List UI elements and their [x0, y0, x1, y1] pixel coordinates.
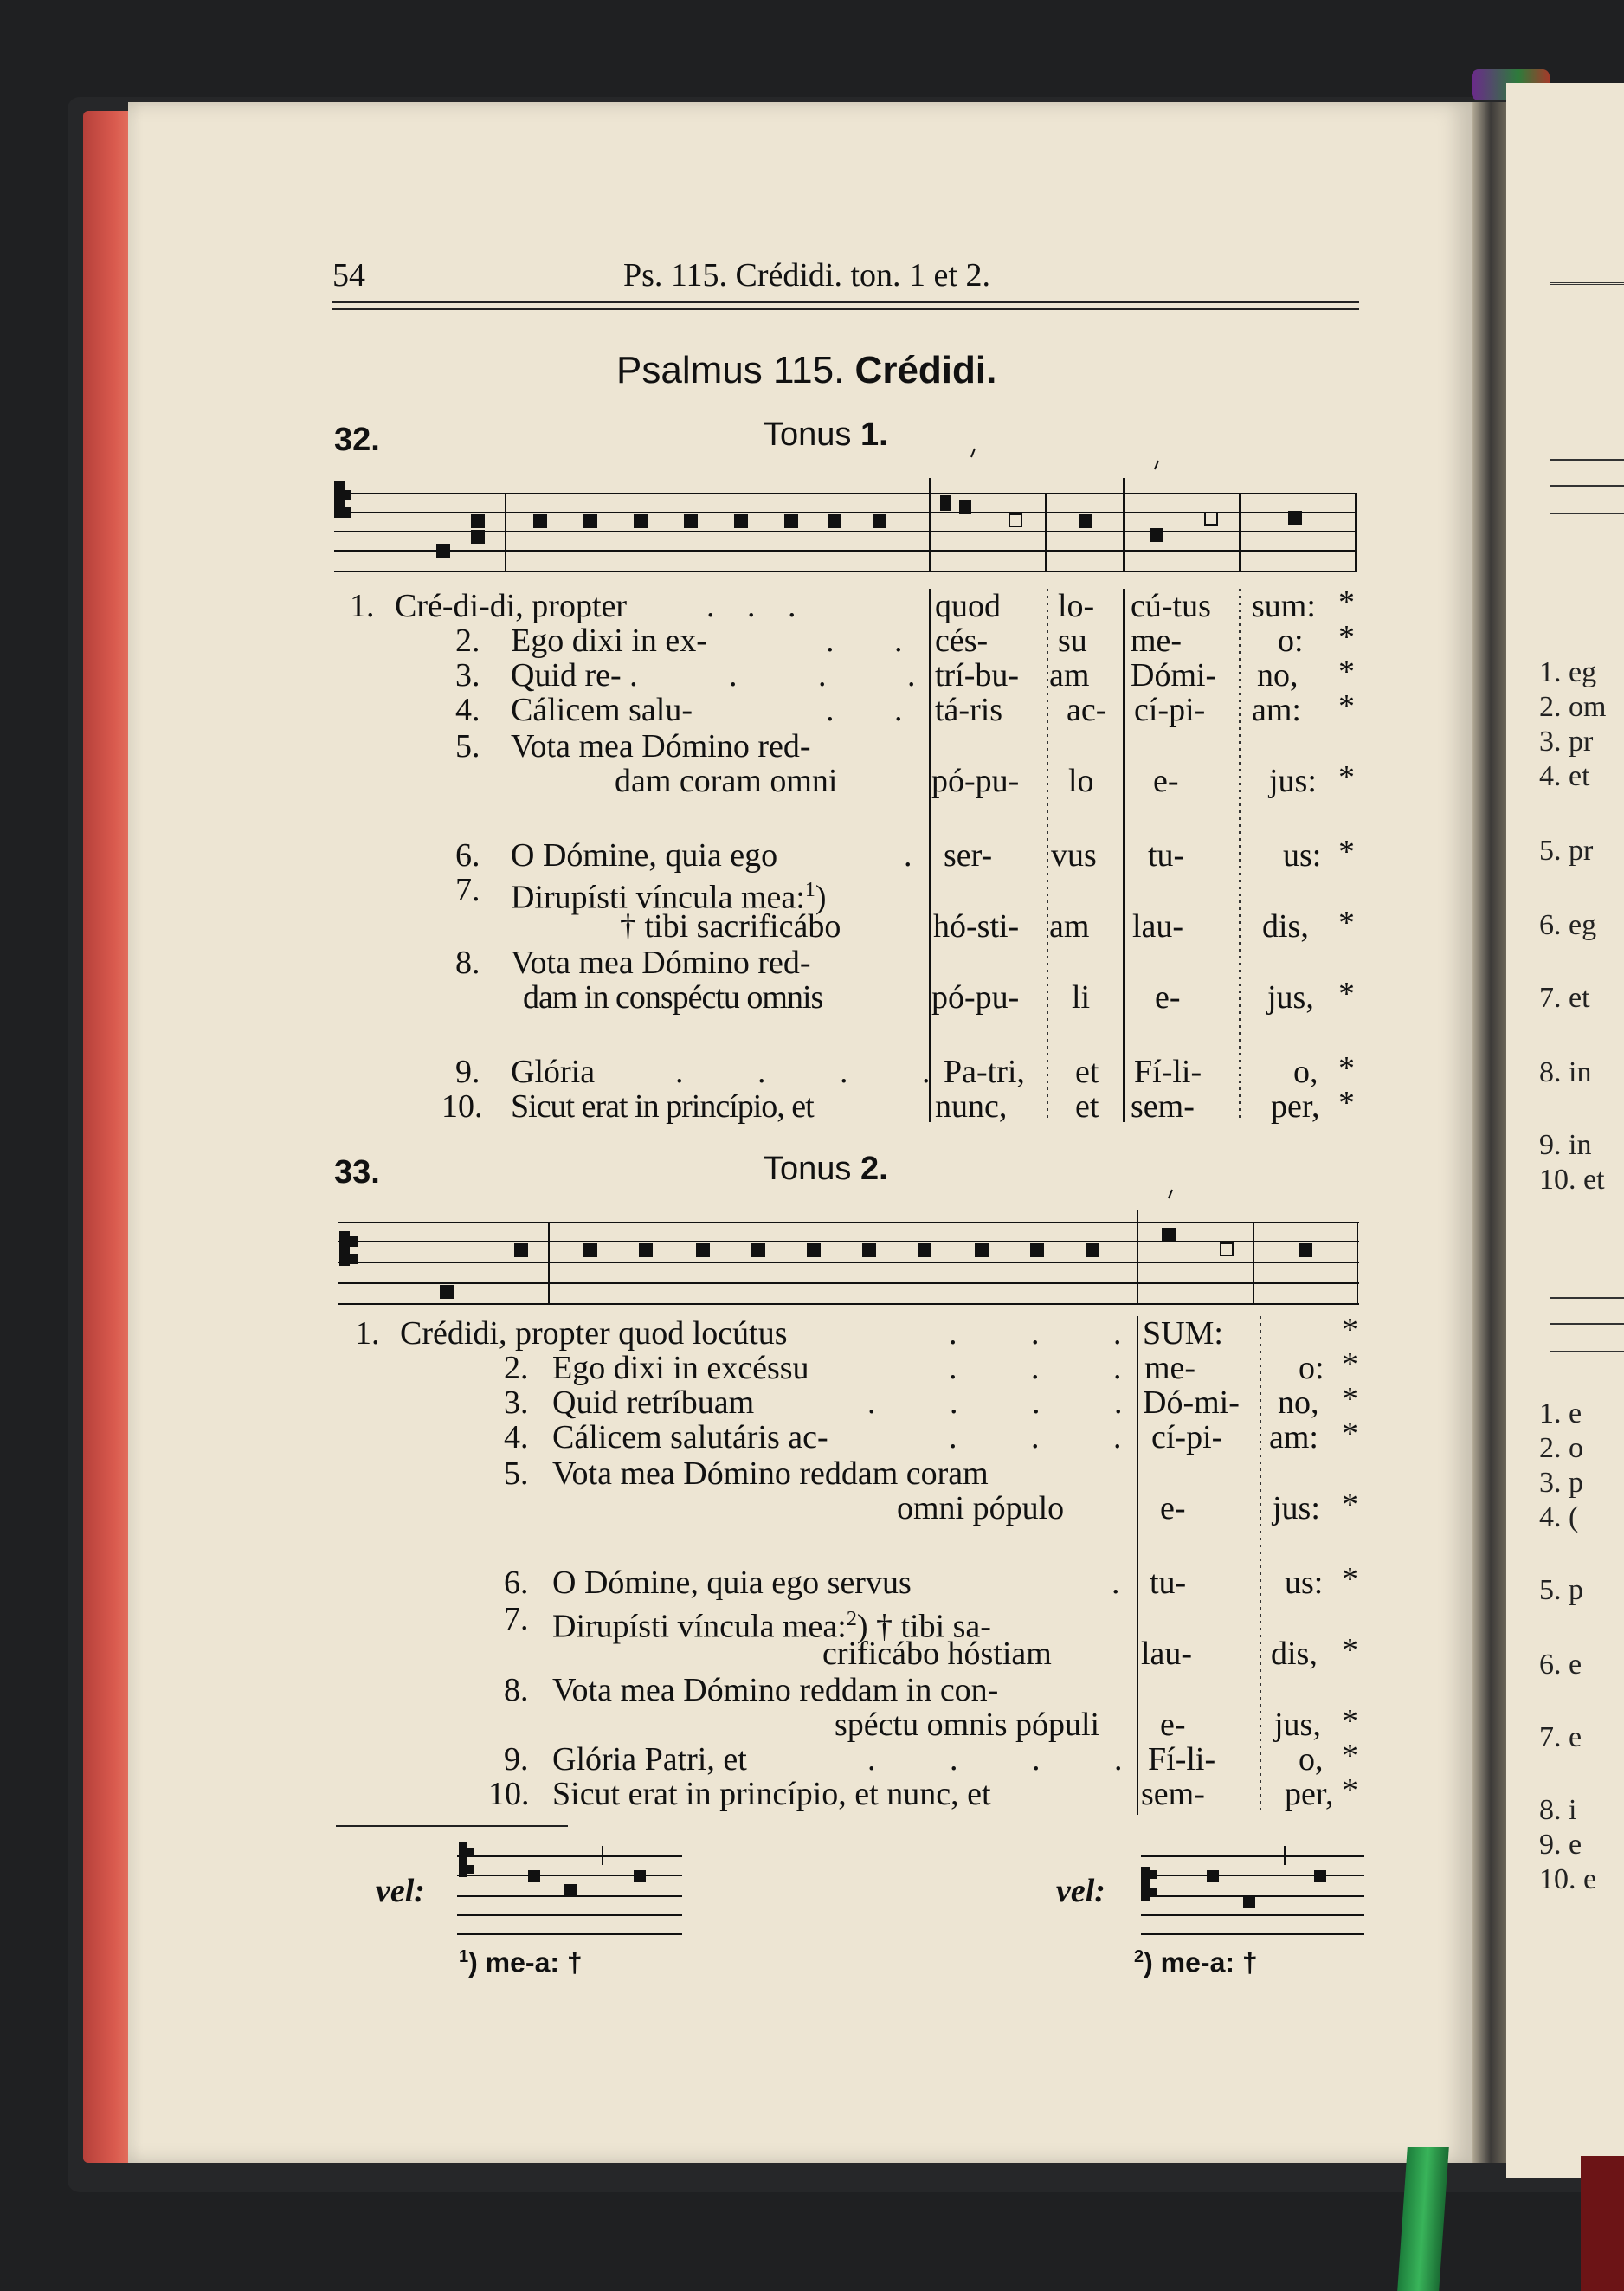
verse-col-3: Fí-li-	[1134, 1054, 1202, 1090]
verse-number: 10.	[441, 1088, 483, 1125]
tone-1-heading	[764, 417, 888, 452]
verse-text: Glória	[511, 1054, 596, 1090]
tone-number: 1.	[860, 416, 888, 453]
verse-dots: . . .	[729, 657, 952, 694]
verse-asterisk: *	[1338, 688, 1355, 725]
facing-line: 7. e	[1539, 1721, 1582, 1753]
verse-dots: . . .	[706, 588, 809, 624]
verse-text: Quid re- .	[511, 657, 638, 694]
verse-asterisk: *	[1342, 1416, 1358, 1452]
verse-col-2: no,	[1278, 1384, 1319, 1421]
tone-2-heading	[764, 1152, 888, 1186]
verse-col-3: sem-	[1131, 1088, 1195, 1125]
facing-line: 1. e	[1539, 1397, 1582, 1429]
verse-col-2: et	[1075, 1054, 1099, 1090]
verse-number: 9.	[455, 1054, 480, 1090]
verse-number-text: 7.	[455, 872, 480, 908]
footnote-2-mark: 2	[1134, 1947, 1144, 1966]
verse-number: 1.	[355, 1315, 380, 1352]
verse-asterisk: *	[1342, 1738, 1358, 1774]
footnote-vel-1: vel:	[376, 1873, 425, 1909]
verse-col-2: o,	[1299, 1741, 1324, 1778]
verse-asterisk: *	[1338, 1085, 1355, 1121]
verse-col-2: am	[1049, 657, 1090, 694]
verse-col-2: jus:	[1273, 1490, 1320, 1526]
verse-col-2: o:	[1299, 1350, 1324, 1386]
facing-line: 6. eg	[1539, 909, 1597, 941]
facing-line: 4. (	[1539, 1501, 1579, 1533]
verse-text: Vota mea Dómino reddam coram	[552, 1455, 989, 1492]
verse-text: Sicut erat in princípio, et nunc, et	[552, 1776, 991, 1812]
verse-dots: . . . .	[867, 1741, 1156, 1778]
verse-col-4: per,	[1271, 1088, 1320, 1125]
verse-col-1: cí-pi-	[1151, 1419, 1223, 1455]
verse-number: 9.	[504, 1741, 529, 1778]
verse-col-4: jus:	[1269, 763, 1317, 799]
verse-col-4: us:	[1283, 837, 1322, 874]
footnote-1: $^1$) me-a: †	[459, 1946, 583, 1978]
facing-staff-2	[1550, 1297, 1624, 1352]
verse-text-after: )	[815, 879, 827, 916]
verse-asterisk: *	[1338, 584, 1355, 621]
verse-asterisk: *	[1338, 1050, 1355, 1087]
ribbon-green	[1397, 2147, 1449, 2291]
verse-dots: .	[904, 837, 912, 874]
verse-text: Ego dixi in excéssu	[552, 1350, 809, 1386]
facing-line: 5. p	[1539, 1574, 1583, 1606]
verse-col-3: e-	[1153, 763, 1179, 799]
verse-number: 4.	[504, 1419, 529, 1455]
facing-header-rule	[1550, 282, 1624, 285]
facing-line: 8. in	[1539, 1056, 1592, 1088]
verse-number: 10.	[488, 1776, 530, 1812]
verse-col-1: trí-bu-	[935, 657, 1020, 694]
tone-number: 2.	[860, 1151, 888, 1187]
verse-text: Crédidi, propter quod locútus	[400, 1315, 788, 1352]
verse-col-1: ser-	[944, 837, 993, 874]
facing-line: 5. pr	[1539, 835, 1594, 867]
footnote-ref: 1	[804, 879, 815, 901]
verse-dots: . . .	[949, 1350, 1155, 1386]
verse-col-2: vus	[1051, 837, 1097, 874]
facing-line: 8. i	[1539, 1794, 1577, 1826]
verse-col-4: no,	[1257, 657, 1299, 694]
verse-number: 6.	[455, 837, 480, 874]
verse-col-4: sum:	[1252, 588, 1316, 624]
ribbon-red	[1581, 2156, 1624, 2291]
verse-text-cont: spéctu omnis pópuli	[835, 1707, 1100, 1743]
verse-dots: . . . .	[675, 1054, 963, 1090]
facing-line: 9. in	[1539, 1129, 1592, 1161]
facing-line: 4. et	[1539, 760, 1590, 792]
facing-page	[1506, 83, 1624, 2178]
book-gutter	[1472, 102, 1506, 2163]
verse-col-2: am:	[1269, 1419, 1318, 1455]
verse-text: Glória Patri, et	[552, 1741, 747, 1778]
facing-line: 7. et	[1539, 982, 1590, 1014]
verse-col-1: quod	[935, 588, 1001, 624]
verse-text: Vota mea Dómino red-	[511, 945, 811, 981]
verse-text: Cré-di-di, propter	[395, 588, 628, 624]
verse-col-1: lau-	[1141, 1636, 1193, 1672]
verse-asterisk: *	[1338, 759, 1355, 796]
verse-asterisk: *	[1342, 1487, 1358, 1523]
facing-line: 6. e	[1539, 1649, 1582, 1681]
verse-col-2: dis,	[1271, 1636, 1318, 1672]
facing-line: 2. o	[1539, 1432, 1583, 1464]
verse-col-3: tu-	[1148, 837, 1185, 874]
verse-col-2: am	[1049, 908, 1090, 945]
verse-col-3: Dómi-	[1131, 657, 1217, 694]
verse-col-1: cés-	[935, 623, 989, 659]
footnote-2: $^2$) me-a: †	[1134, 1946, 1258, 1978]
verse-number: 7.	[504, 1601, 529, 1637]
verse-number	[455, 873, 480, 907]
verse-col-3: me-	[1131, 623, 1183, 659]
verse-asterisk: *	[1338, 976, 1355, 1012]
verse-text: Ego dixi in ex-	[511, 623, 707, 659]
verse-text: Quid retríbuam	[552, 1384, 755, 1421]
verse-asterisk: *	[1342, 1312, 1358, 1348]
verse-dots: . .	[826, 623, 929, 659]
verse-col-1: nunc,	[935, 1088, 1008, 1125]
facing-line: 3. p	[1539, 1467, 1583, 1499]
psalm-number: Psalmus 115.	[616, 349, 845, 391]
verse-col-1: pó-pu-	[931, 763, 1020, 799]
verse-col-2: jus,	[1274, 1707, 1321, 1743]
footnote-vel-2: vel:	[1056, 1873, 1105, 1909]
verse-dots: . . .	[949, 1315, 1155, 1352]
verse-asterisk: *	[1342, 1772, 1358, 1809]
verse-text: Vota mea Dómino red-	[511, 728, 811, 765]
verse-dots: . . .	[949, 1419, 1155, 1455]
verse-number: 1.	[350, 588, 375, 624]
footnote-separator	[336, 1825, 568, 1827]
facing-line: 9. e	[1539, 1829, 1582, 1861]
verse-col-4: o,	[1293, 1054, 1318, 1090]
page-number: 54	[332, 257, 365, 294]
verse-number: 8.	[504, 1672, 529, 1708]
verse-number: 6.	[504, 1565, 529, 1601]
section-number-32: 32.	[334, 422, 380, 458]
running-title: Ps. 115. Crédidi. ton. 1 et 2.	[623, 257, 990, 294]
verse-text-main: Dirupísti víncula mea:	[511, 879, 805, 916]
header-rule-2	[332, 308, 1359, 310]
verse-number: 3.	[504, 1384, 529, 1421]
verse-col-1: sem-	[1141, 1776, 1205, 1812]
verse-number: 5.	[455, 728, 480, 765]
verse-col-2: su	[1058, 623, 1087, 659]
verse-text-cont: crificábo hóstiam	[822, 1636, 1052, 1672]
verse-col-3: e-	[1155, 979, 1181, 1016]
facing-line: 1. eg	[1539, 656, 1597, 688]
verse-text: O Dómine, quia ego	[511, 837, 778, 874]
verse-number: 5.	[504, 1455, 529, 1492]
verse-col-1: me-	[1144, 1350, 1196, 1386]
verse-col-2: per,	[1285, 1776, 1334, 1812]
facing-line: 10. e	[1539, 1863, 1597, 1895]
verse-col-2: ac-	[1067, 692, 1107, 728]
facing-line: 2. om	[1539, 691, 1607, 723]
verse-asterisk: *	[1338, 619, 1355, 655]
section-number-33: 33.	[334, 1154, 380, 1191]
tone-label: Tonus	[764, 1151, 852, 1187]
verse-asterisk: *	[1338, 654, 1355, 690]
verse-number: 3.	[455, 657, 480, 694]
header-rule-1	[332, 301, 1359, 303]
verse-col-2: li	[1072, 979, 1091, 1016]
verse-number: 8.	[455, 945, 480, 981]
verse-asterisk: *	[1342, 1561, 1358, 1597]
verse-text-cont: dam coram omni	[615, 763, 838, 799]
verse-dots: .	[1112, 1565, 1120, 1601]
verse-col-4: dis,	[1262, 908, 1309, 945]
verse-col-4: jus,	[1267, 979, 1314, 1016]
footnote-2-text: me-a: †	[1160, 1946, 1258, 1978]
verse-col-1: Dó-mi-	[1143, 1384, 1240, 1421]
verse-col-4: am:	[1252, 692, 1301, 728]
verse-text: Sicut erat in princípio, et	[511, 1088, 814, 1125]
verse-text-main: Dirupísti víncula mea:	[552, 1608, 847, 1645]
verse-col-1: tu-	[1150, 1565, 1187, 1601]
verse-text-cont: † tibi sacrificábo	[620, 908, 841, 945]
facing-line: 10. et	[1539, 1164, 1605, 1196]
footnote-ref: 2	[846, 1608, 857, 1630]
verse-text-after: ) † tibi sa-	[856, 1608, 991, 1645]
footnote-1-mark: 1	[459, 1947, 469, 1966]
psalm-name: Crédidi.	[854, 349, 997, 391]
verse-asterisk: *	[1338, 834, 1355, 870]
verse-text-cont: dam in conspéctu omnis	[523, 979, 823, 1016]
verse-text: Cálicem salu-	[511, 692, 693, 728]
verse-col-2: lo	[1068, 763, 1094, 799]
verse-col-1: e-	[1160, 1707, 1186, 1743]
verse-asterisk: *	[1338, 905, 1355, 941]
verse-col-1: hó-sti-	[933, 908, 1020, 945]
verse-col-2: et	[1075, 1088, 1099, 1125]
verse-asterisk: *	[1342, 1346, 1358, 1383]
verse-number: 2.	[504, 1350, 529, 1386]
facing-line: 3. pr	[1539, 726, 1594, 758]
verse-number: 4.	[455, 692, 480, 728]
verse-col-3: cú-tus	[1131, 588, 1211, 624]
verse-col-1: Fí-li-	[1148, 1741, 1216, 1778]
verse-asterisk: *	[1342, 1381, 1358, 1417]
book-page	[128, 102, 1472, 2163]
verse-col-1: Pa-tri,	[944, 1054, 1025, 1090]
verse-col-1: pó-pu-	[931, 979, 1020, 1016]
verse-text: O Dómine, quia ego servus	[552, 1565, 912, 1601]
facing-staff-1	[1550, 459, 1624, 514]
verse-col-3: cí-pi-	[1134, 692, 1206, 728]
verse-dots: . .	[826, 692, 929, 728]
verse-text: Cálicem salutáris ac-	[552, 1419, 828, 1455]
verse-text: Vota mea Dómino reddam in con-	[552, 1672, 999, 1708]
verse-col-1: tá-ris	[935, 692, 1003, 728]
verse-asterisk: *	[1342, 1703, 1358, 1739]
psalm-title	[616, 350, 996, 391]
verse-col-3: lau-	[1132, 908, 1184, 945]
verse-col-1: e-	[1160, 1490, 1186, 1526]
verse-text-cont: omni pópulo	[897, 1490, 1065, 1526]
verse-col-2: lo-	[1058, 588, 1095, 624]
footnote-1-text: me-a: †	[485, 1946, 583, 1978]
verse-asterisk: *	[1342, 1632, 1358, 1668]
tone-label: Tonus	[764, 416, 852, 453]
verse-number: 2.	[455, 623, 480, 659]
verse-col-4: o:	[1278, 623, 1304, 659]
verse-col-1: SUM:	[1143, 1315, 1223, 1352]
verse-col-2: us:	[1285, 1565, 1324, 1601]
verse-dots: . . . .	[867, 1384, 1156, 1421]
